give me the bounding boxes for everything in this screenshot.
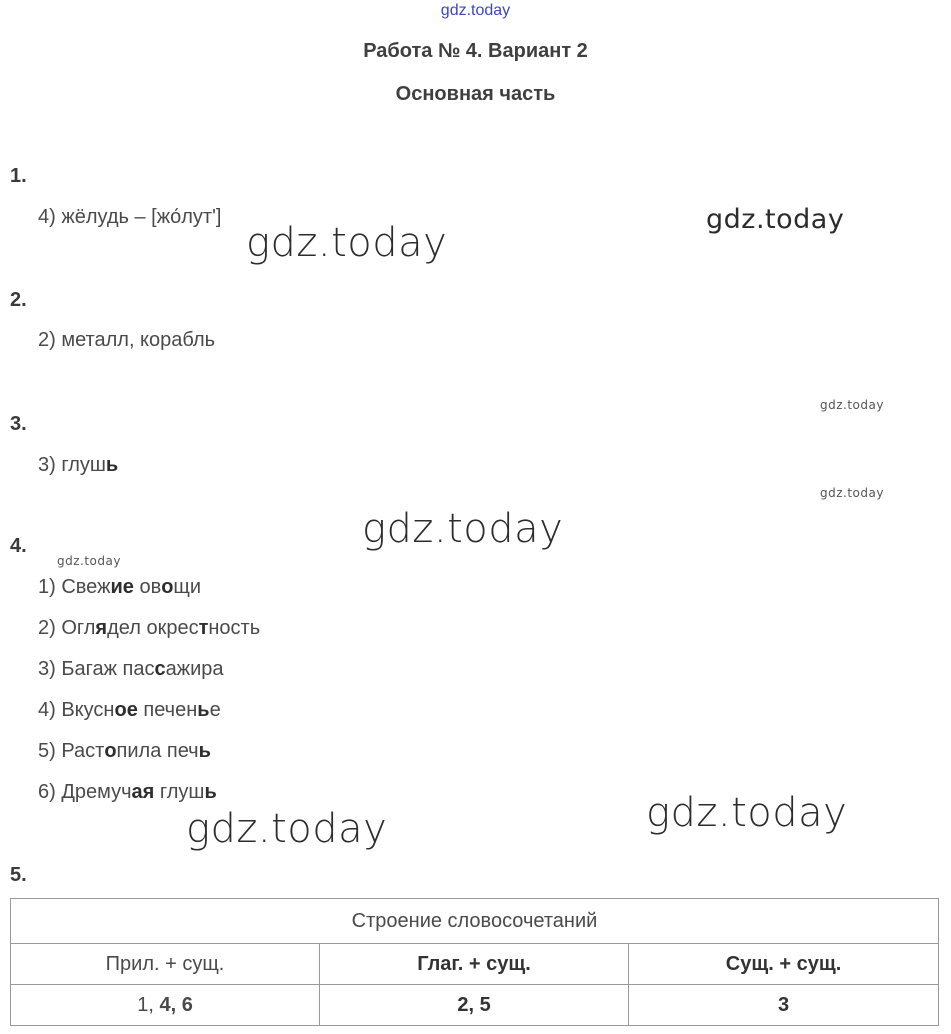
column-header: Сущ. + сущ. (629, 944, 939, 985)
watermark: gdz.today (820, 486, 884, 500)
question-2-answer: 2) металл, корабль (38, 329, 216, 351)
question-4-item: 5) Растопила печь (38, 740, 211, 762)
watermark: gdz.today (706, 204, 845, 235)
watermark: gdz.today (57, 554, 121, 568)
question-4-number: 4. (10, 535, 27, 557)
watermark: gdz.today (362, 506, 564, 552)
column-header: Глаг. + сущ. (320, 944, 629, 985)
question-4-item: 1) Свежие овощи (38, 576, 202, 598)
table-cell: 1, 4, 6 (11, 985, 320, 1026)
question-1-answer: 4) жёлудь – [жо́лут'] (38, 206, 222, 228)
table-cell: 3 (629, 985, 939, 1026)
watermark-top: gdz.today (440, 2, 511, 19)
table-cell: 2, 5 (320, 985, 629, 1026)
column-header: Прил. + сущ. (11, 944, 320, 985)
question-2-number: 2. (10, 289, 27, 311)
page-title: Работа № 4. Вариант 2 (363, 40, 588, 62)
structure-table (10, 898, 939, 1026)
question-4-item: 4) Вкусное печенье (38, 699, 221, 721)
watermark: gdz.today (246, 220, 448, 266)
table-title: Строение словосочетаний (11, 899, 939, 944)
page-subtitle: Основная часть (395, 83, 556, 105)
question-4-item: 3) Багаж пассажира (38, 658, 224, 680)
question-3-number: 3. (10, 413, 27, 435)
question-5-number: 5. (10, 864, 27, 886)
question-4-item: 6) Дремучая глушь (38, 781, 217, 803)
question-4-item: 2) Оглядел окрестность (38, 617, 261, 639)
watermark: gdz.today (646, 790, 848, 836)
question-3-answer: 3) глушь (38, 454, 119, 476)
watermark: gdz.today (820, 398, 884, 412)
question-1-number: 1. (10, 165, 27, 187)
watermark: gdz.today (186, 806, 388, 852)
